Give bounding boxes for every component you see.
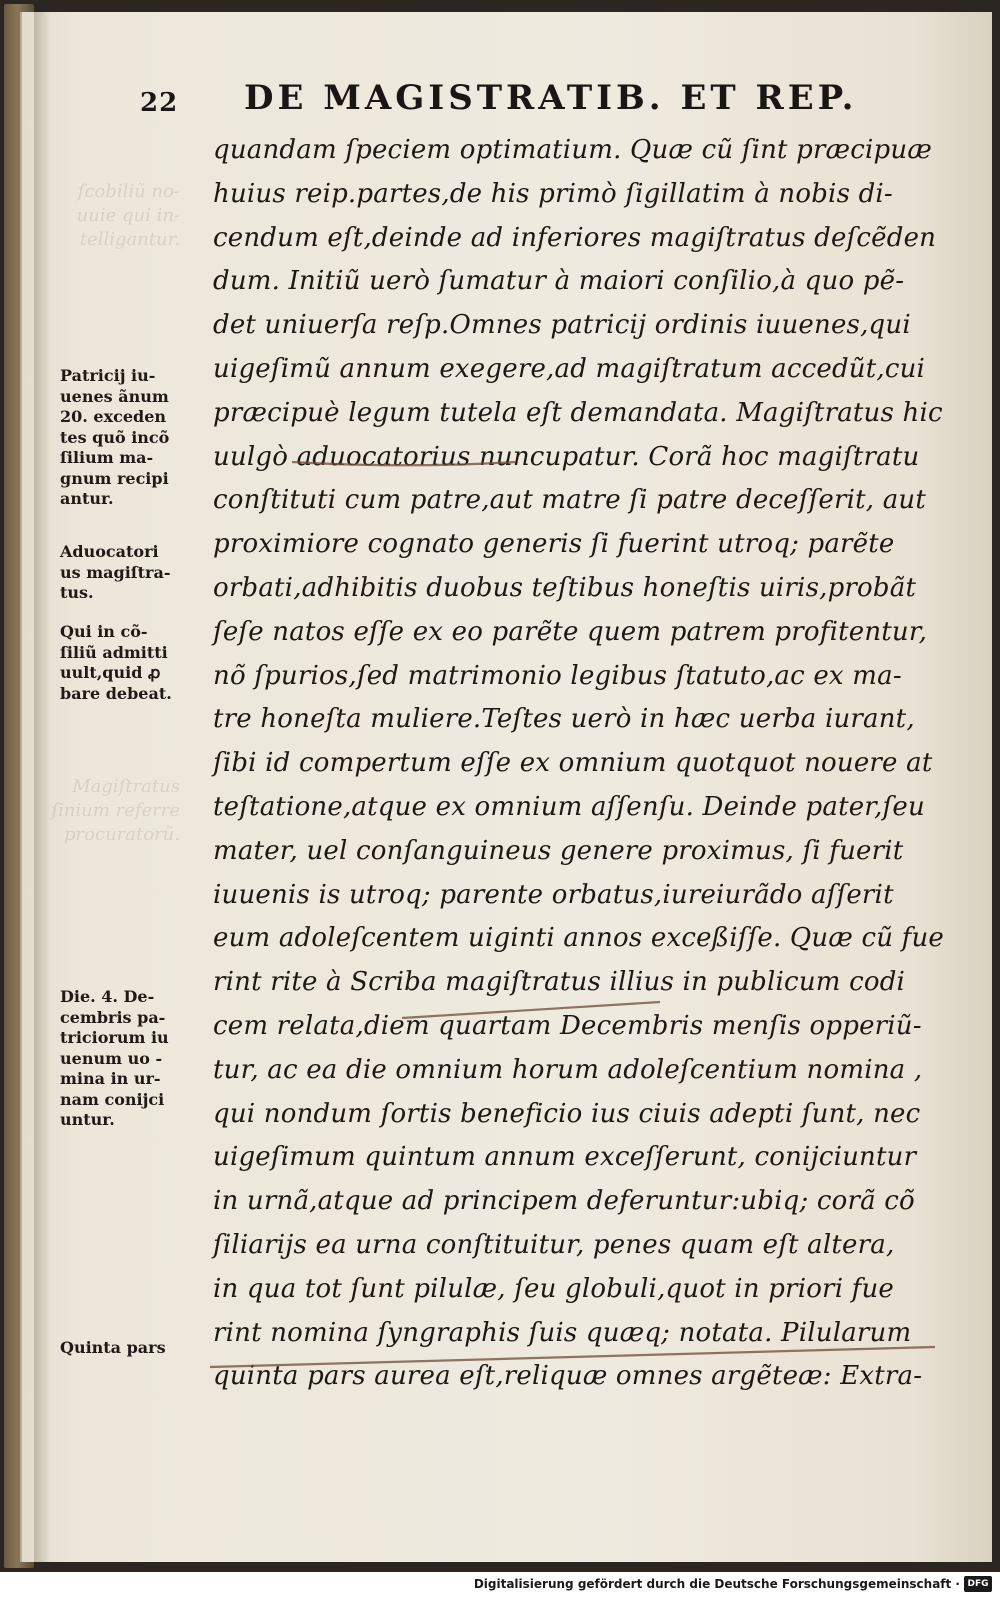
text-line: orbati,adhibitis duobus teſtibus honeſtis uiris,probãt bbox=[213, 572, 917, 603]
margin-note-line: Die. 4. De- bbox=[60, 987, 155, 1006]
text-line: iuuenis is utroq; parente orbatus,iureiurãdo aſſerit bbox=[213, 879, 894, 910]
bleed-line: telligantur. bbox=[79, 229, 180, 250]
margin-note-line: Aduocatori bbox=[60, 542, 159, 561]
running-head bbox=[60, 78, 920, 122]
bleed-through-text-middle bbox=[40, 775, 180, 847]
text-line: uulgò aduocatorius nuncupatur. Corã hoc magiſtratu bbox=[213, 441, 920, 472]
text-line: ſeſe natos eſſe ex eo parẽte quem patrem profitentur, bbox=[213, 616, 928, 647]
bleed-line: Magiſtratus bbox=[72, 776, 180, 797]
text-line: præcipuè legum tutela eſt demandata. Magiſtratus hic bbox=[213, 397, 943, 428]
margin-note-die-4-decembris bbox=[60, 987, 208, 1131]
margin-note-line: nam conijci bbox=[60, 1089, 165, 1109]
text-line: tre honeſta muliere.Teſtes uerò in hæc uerba iurant, bbox=[213, 704, 915, 735]
margin-note-line: ſiliũ admitti bbox=[60, 642, 168, 662]
margin-note-line: untur. bbox=[60, 1110, 115, 1129]
footer-credit: Digitalisierung gefördert durch die Deutsche Forschungsgemeinschaft · bbox=[473, 1577, 960, 1591]
text-line: eum adoleſcentem uiginti annos exceßiſſe. Quæ cũ fue bbox=[213, 923, 944, 954]
text-line: in qua tot ſunt pilulæ, ſeu globuli,quot in priori fue bbox=[213, 1273, 895, 1304]
header-title: DE MAGISTRATIB. ET REP. bbox=[244, 78, 858, 118]
margin-note-patricij bbox=[60, 366, 208, 510]
bleed-line: ſinium referre bbox=[51, 800, 180, 821]
bleed-through-text-upper bbox=[40, 180, 180, 252]
body-text bbox=[213, 129, 943, 1399]
text-line: proximiore cognato generis ſi fuerint utroq; parẽte bbox=[213, 529, 895, 560]
text-line: qui nondum ſortis beneficio ius ciuis adepti ſunt, nec bbox=[213, 1098, 921, 1129]
margin-note-line: cembris pa- bbox=[60, 1007, 166, 1027]
text-line: conſtituti cum patre,aut matre ſi patre deceſſerit, aut bbox=[213, 485, 927, 516]
text-line: in urnã,atque ad principem deferuntur:ubiq; corã cõ bbox=[213, 1186, 915, 1217]
margin-note-line: tes quõ incõ bbox=[60, 427, 170, 447]
text-line: dum. Initiũ uerò ſumatur à maiori conſilio,à quo pẽ- bbox=[213, 266, 905, 297]
text-line: mater, uel conſanguineus genere proximus, ſi fuerit bbox=[213, 835, 904, 866]
margin-note-line: mina in ur- bbox=[60, 1069, 161, 1088]
page-number: 22 bbox=[140, 88, 179, 118]
margin-note-line: Quinta pars bbox=[60, 1338, 166, 1357]
footer-bar bbox=[0, 1572, 1000, 1598]
margin-note-line: ſilium ma- bbox=[60, 448, 154, 467]
margin-note-line: triciorum iu bbox=[60, 1028, 169, 1047]
margin-note-line: uenum uo - bbox=[60, 1048, 163, 1068]
text-line: quinta pars aurea eſt,reliquæ omnes argẽteæ: Extra- bbox=[213, 1361, 923, 1392]
bleed-line: procuratorũ. bbox=[64, 824, 180, 845]
text-line: rint rite à Scriba magiſtratus illius in publicum codi bbox=[213, 967, 906, 998]
text-line: cendum eſt,deinde ad inferiores magiſtratus deſcẽden bbox=[213, 222, 937, 253]
margin-note-line: Qui in cõ- bbox=[60, 622, 148, 641]
margin-note-line: gnum recipi bbox=[60, 468, 169, 488]
text-line: cem relata,diem quartam Decembris menſis opperiũ- bbox=[213, 1010, 922, 1041]
margin-note-line: uult,quid ꝓ bbox=[60, 663, 161, 682]
text-line: det uniuerſa reſp.Omnes patricij ordinis iuuenes,qui bbox=[213, 310, 911, 341]
margin-note-quinta-pars bbox=[60, 1338, 208, 1359]
margin-note-qui-in-consilium bbox=[60, 622, 208, 704]
margin-note-line: bare debeat. bbox=[60, 683, 172, 703]
bleed-line: uuie qui in- bbox=[76, 205, 180, 226]
bleed-line: ſcobiliũ no- bbox=[77, 181, 180, 202]
text-line: ſibi id compertum eſſe ex omnium quotquot nouere at bbox=[213, 748, 933, 779]
margin-note-line: us magiſtra- bbox=[60, 562, 171, 582]
text-line: teſtatione,atque ex omnium aſſenſu. Deinde pater,ſeu bbox=[213, 791, 925, 822]
text-line: huius reip.partes,de his primò ſigillatim à nobis di- bbox=[213, 178, 893, 209]
text-line: ſiliarijs ea urna conſtituitur, penes quam eſt altera, bbox=[213, 1229, 895, 1260]
margin-note-line: antur. bbox=[60, 489, 114, 508]
margin-note-line: Patricij iu- bbox=[60, 366, 156, 385]
margin-note-line: 20. exceden bbox=[60, 407, 167, 426]
margin-note-line: uenes ãnum bbox=[60, 386, 169, 406]
margin-note-aduocatorius bbox=[60, 542, 208, 604]
margin-note-line: tus. bbox=[60, 583, 94, 602]
dfg-logo-icon: DFG bbox=[964, 1576, 992, 1592]
text-line: nõ ſpurios,ſed matrimonio legibus ſtatuto,ac ex ma- bbox=[213, 660, 902, 691]
text-line: uigeſimũ annum exegere,ad magiſtratum accedũt,cui bbox=[213, 353, 926, 384]
text-line: uigeſimum quintum annum exceſſerunt, conijciuntur bbox=[213, 1142, 917, 1173]
text-line: tur, ac ea die omnium horum adoleſcentium nomina , bbox=[213, 1054, 923, 1085]
text-line: rint nomina ſyngraphis ſuis quæq; notata. Pilularum bbox=[213, 1317, 912, 1348]
text-line: quandam ſpeciem optimatium. Quæ cũ ſint præcipuæ bbox=[213, 135, 932, 165]
